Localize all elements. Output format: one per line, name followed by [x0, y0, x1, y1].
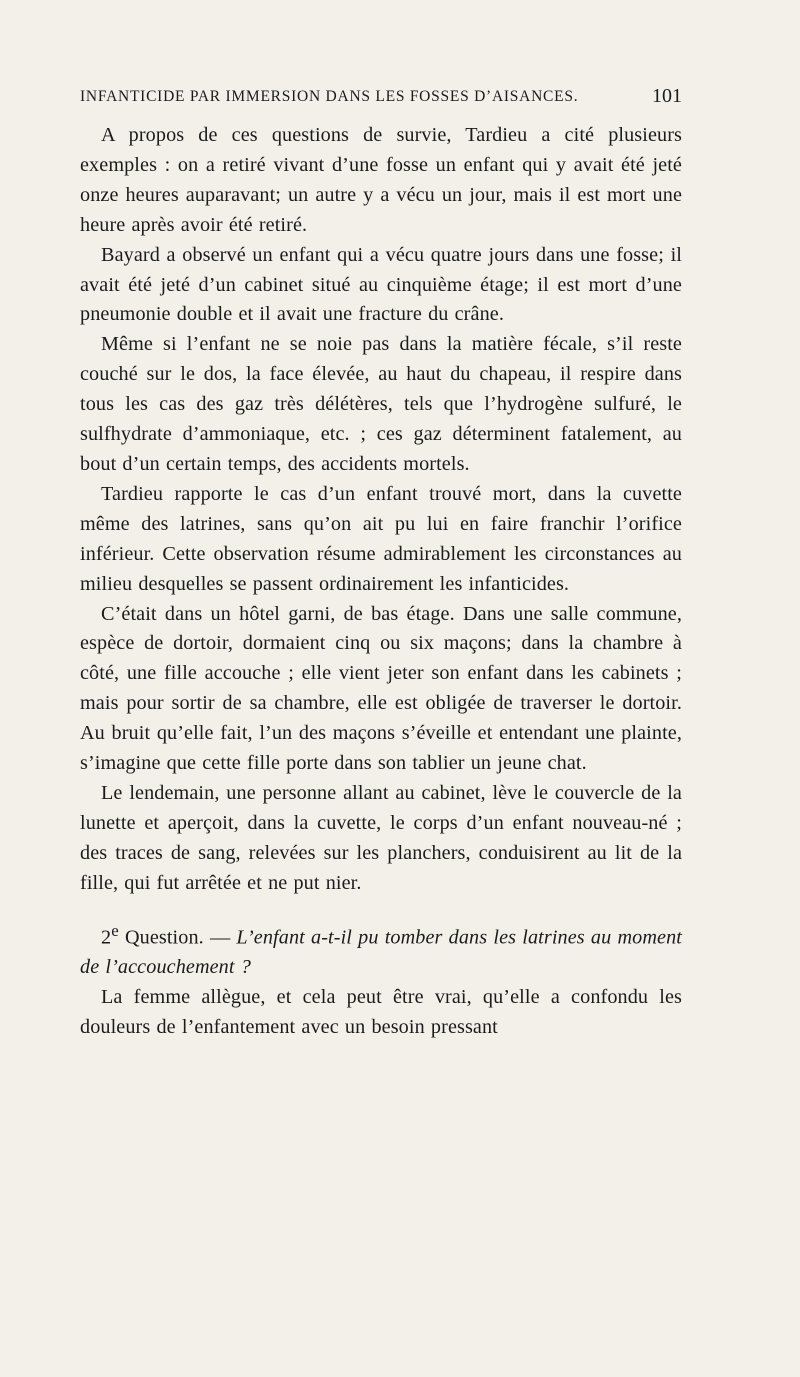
paragraph: Bayard a observé un enfant qui a vécu quatre jours dans une fosse; il avait été jeté d’un cabinet situé au cinquième étage; il est mort d’une pneumonie double et il avait une fracture du crâne. [80, 243, 682, 326]
paragraph: C’était dans un hôtel garni, de bas étage. Dans une salle commune, espèce de dortoir, dormaient cinq ou six maçons; dans la chambre à côté, une fille accouche ; elle vient jeter son enfant dans les cabinets ; mais pour sortir de sa chambre, elle est obligée de traverser le dortoir. Au bruit qu’elle fait, l’un des maçons s’éveille et entendant une plainte, s’imagine que cette fille porte dans son tablier un jeune chat. [80, 602, 682, 775]
paragraph: Tardieu rapporte le cas d’un enfant trouvé mort, dans la cuvette même des latrines, sans qu’on ait pu lui en faire franchir l’orifice inférieur. Cette observation résume admirablement les circonstances au milieu desquelles se passent ordinairement les infanticides. [80, 482, 682, 595]
question-superscript: e [111, 920, 119, 940]
paragraph: A propos de ces questions de survie, Tardieu a cité plusieurs exemples : on a retiré vivant d’une fosse un enfant qui y avait été jeté onze heures auparavant; un autre y a vécu un jour, mais il est mort une heure après avoir été retiré. [80, 124, 682, 236]
paragraph: Le lendemain, une personne allant au cabinet, lève le couvercle de la lunette et aperçoit, dans la cuvette, le corps d’un enfant nouveau-né ; des traces de sang, relevées sur les planchers, conduisirent au lit de la fille, qui fut arrêtée et ne put nier. [80, 781, 682, 894]
body-text [80, 121, 682, 1043]
question-number: 2 [101, 926, 112, 949]
running-title: INFANTICIDE PAR IMMERSION DANS LES FOSSES D’AISANCES. [80, 88, 579, 105]
question-label: Question. — [118, 926, 237, 949]
running-head [80, 85, 682, 112]
question-heading [80, 916, 682, 984]
question-title: L’enfant a-t-il pu tomber dans les latrines au moment de l’accouchement ? [80, 926, 682, 979]
page-number: 101 [652, 85, 682, 107]
paragraph: Même si l’enfant ne se noie pas dans la matière fécale, s’il reste couché sur le dos, la face élevée, au haut du chapeau, il respire dans tous les cas des gaz très délétères, tels que l’hydrogène sulfuré, le sulfhydrate d’ammoniaque, etc. ; ces gaz déterminent fatalement, au bout d’un certain temps, des accidents mortels. [80, 333, 682, 475]
closing-paragraph: La femme allègue, et cela peut être vrai, qu’elle a confondu les douleurs de l’enfantement avec un besoin pressant [80, 986, 682, 1039]
